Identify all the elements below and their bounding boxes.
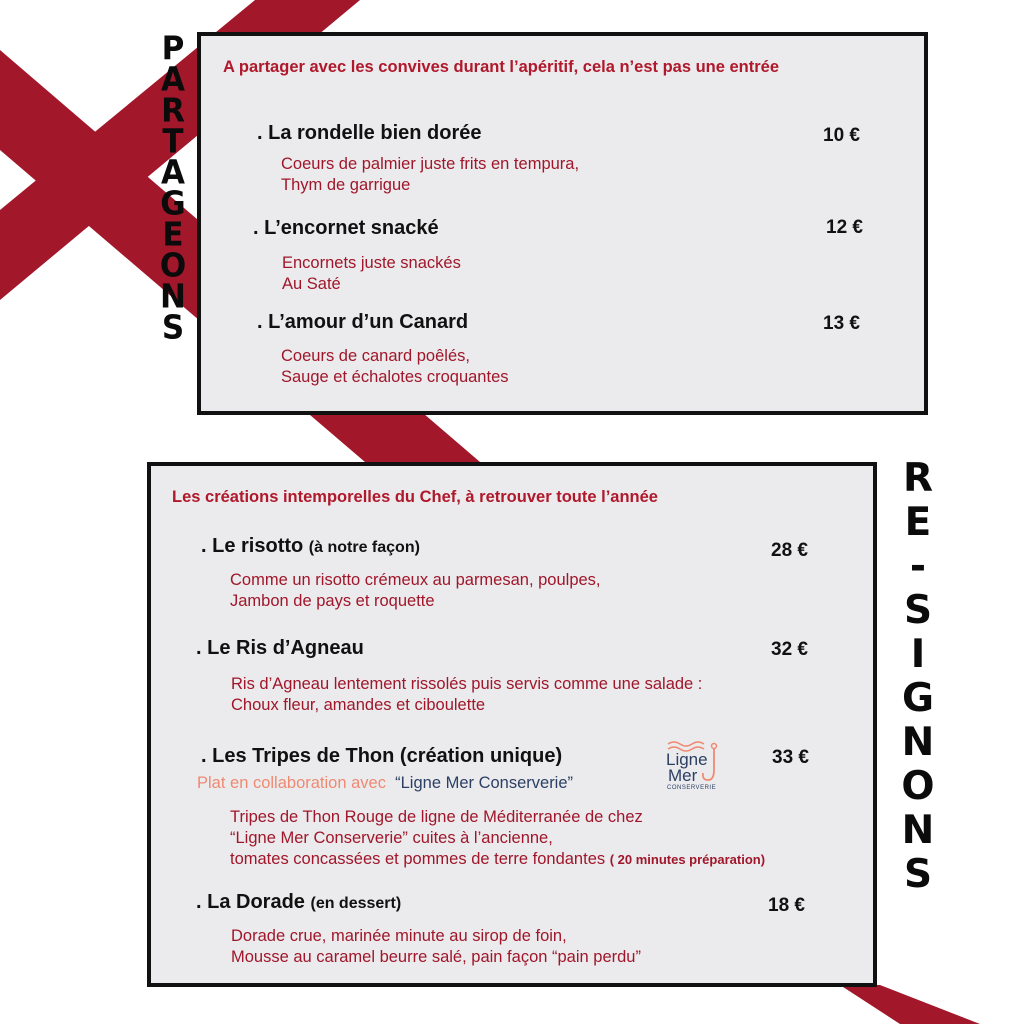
menu-item-title: . L’amour d’un Canard bbox=[257, 311, 469, 333]
vertical-letter: R bbox=[902, 456, 934, 501]
menu-item-price: 28 € bbox=[771, 540, 808, 561]
menu-item-price: 10 € bbox=[823, 125, 860, 146]
vertical-letter: P bbox=[161, 30, 185, 68]
menu-item-description: Dorade crue, marinée minute au sirop de foin, Mousse au caramel beurre salé, pain façon “pain perdu” bbox=[231, 927, 641, 966]
menu-item-price: 18 € bbox=[768, 895, 805, 916]
menu-item-description: Comme un risotto crémeux au parmesan, poulpes, Jambon de pays et roquette bbox=[230, 571, 601, 610]
section-intro: A partager avec les convives durant l’apéritif, cela n’est pas une entrée bbox=[223, 58, 780, 76]
vertical-letter: S bbox=[903, 588, 933, 633]
vertical-letter: G bbox=[901, 676, 934, 721]
vertical-title-resignons bbox=[896, 456, 940, 899]
menu-item-description: Encornets juste snackés Au Saté bbox=[282, 254, 461, 293]
section-intro: Les créations intemporelles du Chef, à retrouver toute l’année bbox=[172, 488, 658, 506]
vertical-letter: O bbox=[159, 247, 187, 285]
menu-item-title: . La rondelle bien dorée bbox=[257, 122, 482, 144]
menu-item-description: Coeurs de canard poêlés, Sauge et échalotes croquantes bbox=[281, 347, 509, 386]
vertical-letter: N bbox=[160, 278, 186, 316]
vertical-letter: A bbox=[161, 61, 185, 99]
vertical-letter: - bbox=[909, 544, 927, 589]
vertical-letter: E bbox=[162, 216, 184, 254]
menu-item-title: . Les Tripes de Thon (création unique) bbox=[201, 745, 563, 767]
vertical-letter: N bbox=[901, 808, 935, 853]
menu-item-price: 33 € bbox=[772, 747, 809, 768]
menu-item-title: . Le risotto (à notre façon) bbox=[201, 535, 420, 557]
vertical-letter: I bbox=[910, 632, 926, 677]
vertical-letter: S bbox=[903, 852, 933, 897]
menu-item-title: . Le Ris d’Agneau bbox=[196, 637, 364, 659]
vertical-letter: N bbox=[901, 720, 935, 765]
menu-item-description: Coeurs de palmier juste frits en tempura, Thym de garrigue bbox=[281, 155, 580, 194]
vertical-letter: T bbox=[162, 123, 184, 161]
menu-item-description: Ris d’Agneau lentement rissolés puis servis comme une salade : Choux fleur, amandes et ciboulette bbox=[231, 675, 703, 714]
vertical-letter: R bbox=[161, 92, 185, 130]
vertical-letter: A bbox=[161, 154, 185, 192]
vertical-letter: E bbox=[904, 500, 932, 545]
resignons-panel bbox=[147, 462, 877, 987]
partageons-panel bbox=[197, 32, 928, 415]
menu-item-price: 13 € bbox=[823, 313, 860, 334]
menu-item-title: . L’encornet snacké bbox=[253, 217, 439, 239]
menu-item-price: 32 € bbox=[771, 639, 808, 660]
menu-item-title: . La Dorade (en dessert) bbox=[196, 891, 402, 913]
vertical-title-partageons bbox=[155, 30, 191, 347]
vertical-letter: O bbox=[901, 764, 935, 809]
menu-item-price: 12 € bbox=[826, 217, 863, 238]
menu-item-description: Tripes de Thon Rouge de ligne de Méditerranée de chez “Ligne Mer Conserverie” cuites à l’ancienne, tomates concassées et pommes de terre fondantes ( 20 minutes préparation) bbox=[230, 808, 766, 868]
vertical-letter: S bbox=[161, 309, 185, 347]
collaboration-note: Plat en collaboration avec “Ligne Mer Conserverie” bbox=[197, 774, 574, 792]
vertical-letter: G bbox=[160, 185, 186, 223]
ligne-mer-logo: Ligne Mer CONSERVERIE bbox=[666, 740, 728, 796]
